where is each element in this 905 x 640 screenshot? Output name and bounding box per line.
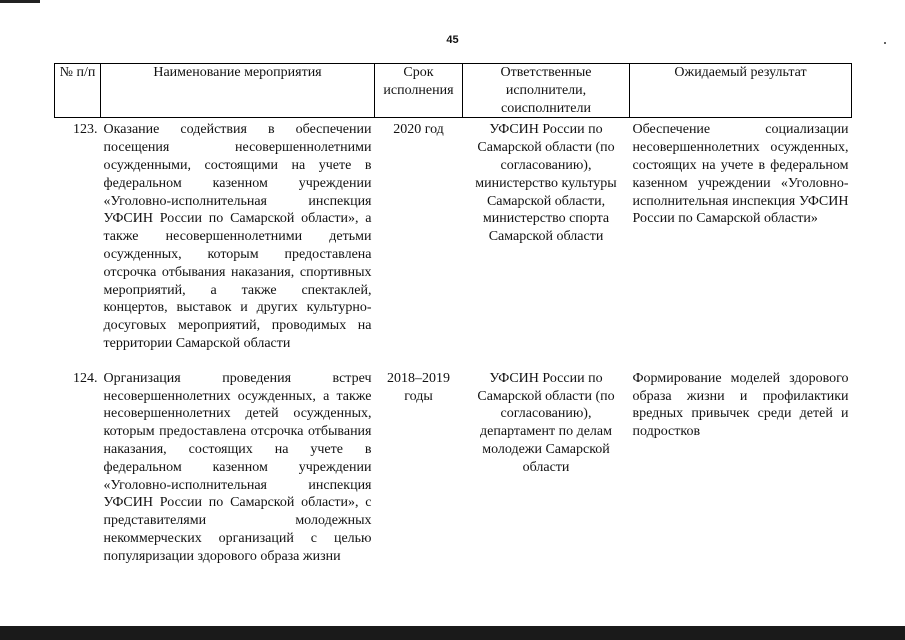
expected-result: Формирование моделей здорового образа жизни и профилактики вредных привычек среди детей и подростков [632, 370, 849, 440]
header-responsible: Ответственные исполнители, соисполнители [463, 64, 630, 118]
header-measure-name: Наименование мероприятия [101, 64, 375, 118]
responsible-parties: УФСИН России по Самарской области (по согласованию), департамент по делам молодежи Самарской области [477, 370, 615, 475]
deadline: 2018–2019 годы [387, 370, 450, 404]
header-deadline: Срок исполнения [375, 64, 463, 118]
table-header-row [55, 64, 852, 118]
page-number: 45 [446, 34, 459, 46]
measures-table [54, 63, 852, 566]
table-row [55, 118, 852, 365]
expected-result: Обеспечение социализации несовершеннолетних осужденных, состоящих на учете в федеральном казенном учреждении «Уголовно-исполнительная инспекция УФСИН России по Самарской области» [632, 122, 849, 227]
measure-name: Оказание содействия в обеспечении посещения несовершеннолетними осужденными, состоящими на учете в федеральном казенном учреждении «Уголовно-исполнительная инспекция УФСИН России по Самарской области», а также несовершеннолетними детьми осужденных, которым предоставлена отсрочка отбывания наказания, спортивных мероприятий, а также спектаклей, концертов, выставок и других культурно-досуговых мероприятий, проводимых на территории Самарской области [103, 122, 372, 351]
scan-edge-mark [0, 0, 40, 3]
scan-bottom-edge [0, 626, 905, 640]
header-expected-result: Ожидаемый результат [630, 64, 852, 118]
deadline: 2020 год [393, 122, 444, 138]
table-row [55, 365, 852, 566]
row-number: 124. [73, 370, 98, 386]
measure-name: Организация проведения встреч несовершеннолетних осужденных, а также несовершеннолетних детей осужденных, которым предоставлена отсрочка отбывания наказания, состоящих на учете в федеральном казенном учреждении «Уголовно-исполнительная инспекция УФСИН России по Самарской области», с представителями молодежных некоммерческих организаций с целью популяризации здорового образа жизни [103, 370, 372, 564]
row-number: 123. [73, 122, 98, 138]
header-number: № п/п [55, 64, 101, 118]
responsible-parties: УФСИН России по Самарской области (по согласованию), министерство культуры Самарской области, министерство спорта Самарской области [475, 122, 617, 245]
